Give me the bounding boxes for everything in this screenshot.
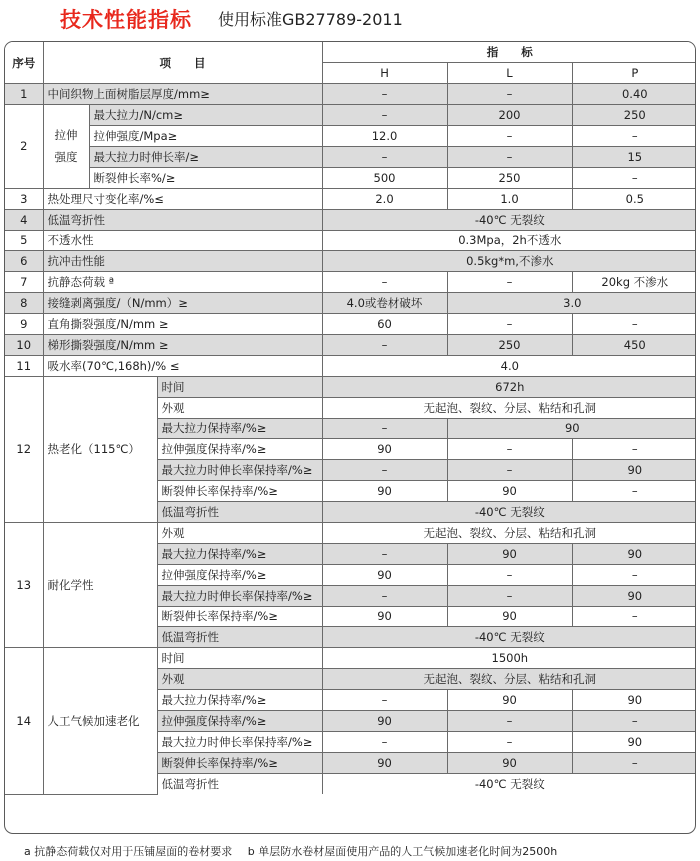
header-l: L: [447, 63, 572, 84]
cell-p: 90: [572, 690, 696, 711]
row-item: 最大拉力时伸长率保持率/%≥: [157, 585, 322, 606]
footnote-b: b 单层防水卷材屋面使用产品的人工气候加速老化时间为2500h: [247, 845, 558, 858]
table-row: [5, 355, 696, 376]
cell-h: –: [322, 146, 447, 167]
cell-l: –: [447, 731, 572, 752]
cell-h: –: [322, 272, 447, 293]
spec-table-wrapper: [4, 41, 696, 834]
cell-h: –: [322, 585, 447, 606]
cell-all: 4.0: [322, 355, 696, 376]
row-no: 5: [5, 230, 43, 251]
cell-l: 250: [447, 167, 572, 188]
row-no: 13: [5, 522, 43, 647]
header-h: H: [322, 63, 447, 84]
row-item: 拉伸强度保持率/%≥: [157, 711, 322, 732]
cell-lp: 3.0: [447, 293, 696, 314]
footnotes: [24, 843, 557, 859]
row-no: 9: [5, 314, 43, 335]
cell-l: –: [447, 314, 572, 335]
cell-h: –: [322, 105, 447, 126]
header-item: 项 目: [43, 42, 322, 84]
table-row: [5, 314, 696, 335]
row-item: 断裂伸长率%/≥: [89, 167, 322, 188]
cell-l: 200: [447, 105, 572, 126]
table-row: [5, 209, 696, 230]
cell-l: 90: [447, 481, 572, 502]
cell-all: 1500h: [322, 648, 696, 669]
row-item: 梯形撕裂强度/N/mm ≥: [43, 334, 322, 355]
row-item: 最大拉力时伸长率保持率/%≥: [157, 460, 322, 481]
row-item: 中间织物上面树脂层厚度/mm≥: [43, 84, 322, 105]
cell-h: 90: [322, 752, 447, 773]
row-item: 时间: [157, 648, 322, 669]
cell-h: –: [322, 731, 447, 752]
cell-p: 0.40: [572, 84, 696, 105]
row-item: 低温弯折性: [157, 627, 322, 648]
row-item: 抗冲击性能: [43, 251, 322, 272]
cell-p: –: [572, 314, 696, 335]
cell-p: –: [572, 439, 696, 460]
cell-h: 90: [322, 564, 447, 585]
cell-p: –: [572, 711, 696, 732]
cell-p: –: [572, 606, 696, 627]
cell-h: –: [322, 84, 447, 105]
cell-h: –: [322, 418, 447, 439]
row-no: 3: [5, 188, 43, 209]
row-item: 低温弯折性: [157, 773, 322, 794]
row-no: 11: [5, 355, 43, 376]
page-title: 技术性能指标: [60, 8, 192, 32]
row-item: 最大拉力时伸长率/≥: [89, 146, 322, 167]
cell-lp: 90: [447, 418, 696, 439]
row-item: 最大拉力保持率/%≥: [157, 543, 322, 564]
cell-all: -40℃ 无裂纹: [322, 209, 696, 230]
cell-all: -40℃ 无裂纹: [322, 773, 696, 794]
row-item: 拉伸强度保持率/%≥: [157, 564, 322, 585]
cell-l: –: [447, 439, 572, 460]
row-no: 2: [5, 105, 43, 189]
cell-p: 15: [572, 146, 696, 167]
row-no: 12: [5, 376, 43, 522]
cell-l: 90: [447, 543, 572, 564]
row-item: 外观: [157, 669, 322, 690]
cell-all: -40℃ 无裂纹: [322, 502, 696, 523]
cell-p: 90: [572, 731, 696, 752]
table-row: [5, 188, 696, 209]
cell-all: 0.5kg*m,不渗水: [322, 251, 696, 272]
cell-h: 90: [322, 711, 447, 732]
row-group: 人工气候加速老化: [43, 648, 157, 794]
cell-l: 1.0: [447, 188, 572, 209]
row-item: 外观: [157, 522, 322, 543]
cell-h: 12.0: [322, 126, 447, 147]
row-item: 不透水性: [43, 230, 322, 251]
header-p: P: [572, 63, 696, 84]
cell-l: –: [447, 564, 572, 585]
cell-h: –: [322, 460, 447, 481]
table-row: [5, 167, 696, 188]
row-no: 6: [5, 251, 43, 272]
row-item: 最大拉力保持率/%≥: [157, 690, 322, 711]
row-no: 7: [5, 272, 43, 293]
row-no: 10: [5, 334, 43, 355]
cell-h: –: [322, 543, 447, 564]
cell-l: –: [447, 711, 572, 732]
cell-p: 90: [572, 585, 696, 606]
header-index: 指 标: [322, 42, 696, 63]
row-item: 断裂伸长率保持率/%≥: [157, 752, 322, 773]
table-row: [5, 272, 696, 293]
row-item: 最大拉力/N/cm≥: [89, 105, 322, 126]
row-item: 外观: [157, 397, 322, 418]
cell-all: 无起泡、裂纹、分层、粘结和孔洞: [322, 397, 696, 418]
row-group: 拉伸强度: [43, 105, 89, 189]
cell-l: –: [447, 460, 572, 481]
row-item: 时间: [157, 376, 322, 397]
row-item: 断裂伸长率保持率/%≥: [157, 606, 322, 627]
table-row: [5, 334, 696, 355]
row-item: 低温弯折性: [157, 502, 322, 523]
cell-h: 2.0: [322, 188, 447, 209]
row-item: 断裂伸长率保持率/%≥: [157, 481, 322, 502]
row-item: 最大拉力时伸长率保持率/%≥: [157, 731, 322, 752]
cell-l: 90: [447, 752, 572, 773]
table-row: [5, 522, 696, 543]
cell-h: 4.0或卷材破坏: [322, 293, 447, 314]
cell-l: –: [447, 84, 572, 105]
table-row: [5, 105, 696, 126]
cell-p: –: [572, 167, 696, 188]
row-group: 耐化学性: [43, 522, 157, 647]
row-item: 吸水率(70℃,168h)/% ≤: [43, 355, 322, 376]
row-item: 接缝剥离强度/（N/mm）≥: [43, 293, 322, 314]
cell-p: 250: [572, 105, 696, 126]
cell-h: –: [322, 334, 447, 355]
row-item: 拉伸强度/Mpa≥: [89, 126, 322, 147]
row-item: 热处理尺寸变化率/%≤: [43, 188, 322, 209]
cell-p: 20kg 不渗水: [572, 272, 696, 293]
cell-h: 90: [322, 606, 447, 627]
table-row: [5, 648, 696, 669]
cell-h: 90: [322, 481, 447, 502]
row-item: 拉伸强度保持率/%≥: [157, 439, 322, 460]
table-row: [5, 230, 696, 251]
cell-p: –: [572, 126, 696, 147]
standard-label: 使用标准GB27789-2011: [218, 10, 403, 29]
cell-h: 500: [322, 167, 447, 188]
cell-l: –: [447, 146, 572, 167]
cell-l: –: [447, 585, 572, 606]
spec-table: [5, 42, 696, 795]
cell-l: –: [447, 126, 572, 147]
cell-h: 60: [322, 314, 447, 335]
cell-p: 90: [572, 460, 696, 481]
cell-p: –: [572, 752, 696, 773]
cell-all: 无起泡、裂纹、分层、粘结和孔洞: [322, 669, 696, 690]
cell-p: 90: [572, 543, 696, 564]
table-row: [5, 84, 696, 105]
row-item: 直角撕裂强度/N/mm ≥: [43, 314, 322, 335]
table-row: [5, 251, 696, 272]
row-no: 8: [5, 293, 43, 314]
row-item: 抗静态荷载 ª: [43, 272, 322, 293]
cell-h: 90: [322, 439, 447, 460]
cell-all: -40℃ 无裂纹: [322, 627, 696, 648]
cell-p: –: [572, 564, 696, 585]
cell-h: –: [322, 690, 447, 711]
cell-all: 无起泡、裂纹、分层、粘结和孔洞: [322, 522, 696, 543]
row-item: 低温弯折性: [43, 209, 322, 230]
row-no: 4: [5, 209, 43, 230]
cell-all: 0.3Mpa，2h不透水: [322, 230, 696, 251]
page-header: [0, 0, 700, 36]
table-row: [5, 126, 696, 147]
table-row: [5, 376, 696, 397]
header-no: 序号: [5, 42, 43, 84]
cell-p: 450: [572, 334, 696, 355]
cell-l: 90: [447, 606, 572, 627]
cell-l: 250: [447, 334, 572, 355]
cell-p: –: [572, 481, 696, 502]
cell-all: 672h: [322, 376, 696, 397]
row-no: 14: [5, 648, 43, 794]
row-group: 热老化（115℃）: [43, 376, 157, 522]
row-item: 最大拉力保持率/%≥: [157, 418, 322, 439]
cell-p: 0.5: [572, 188, 696, 209]
footnote-a: a 抗静态荷载仅对用于压铺屋面的卷材要求: [24, 845, 233, 858]
cell-l: –: [447, 272, 572, 293]
table-row: [5, 146, 696, 167]
row-no: 1: [5, 84, 43, 105]
cell-l: 90: [447, 690, 572, 711]
table-row: [5, 293, 696, 314]
